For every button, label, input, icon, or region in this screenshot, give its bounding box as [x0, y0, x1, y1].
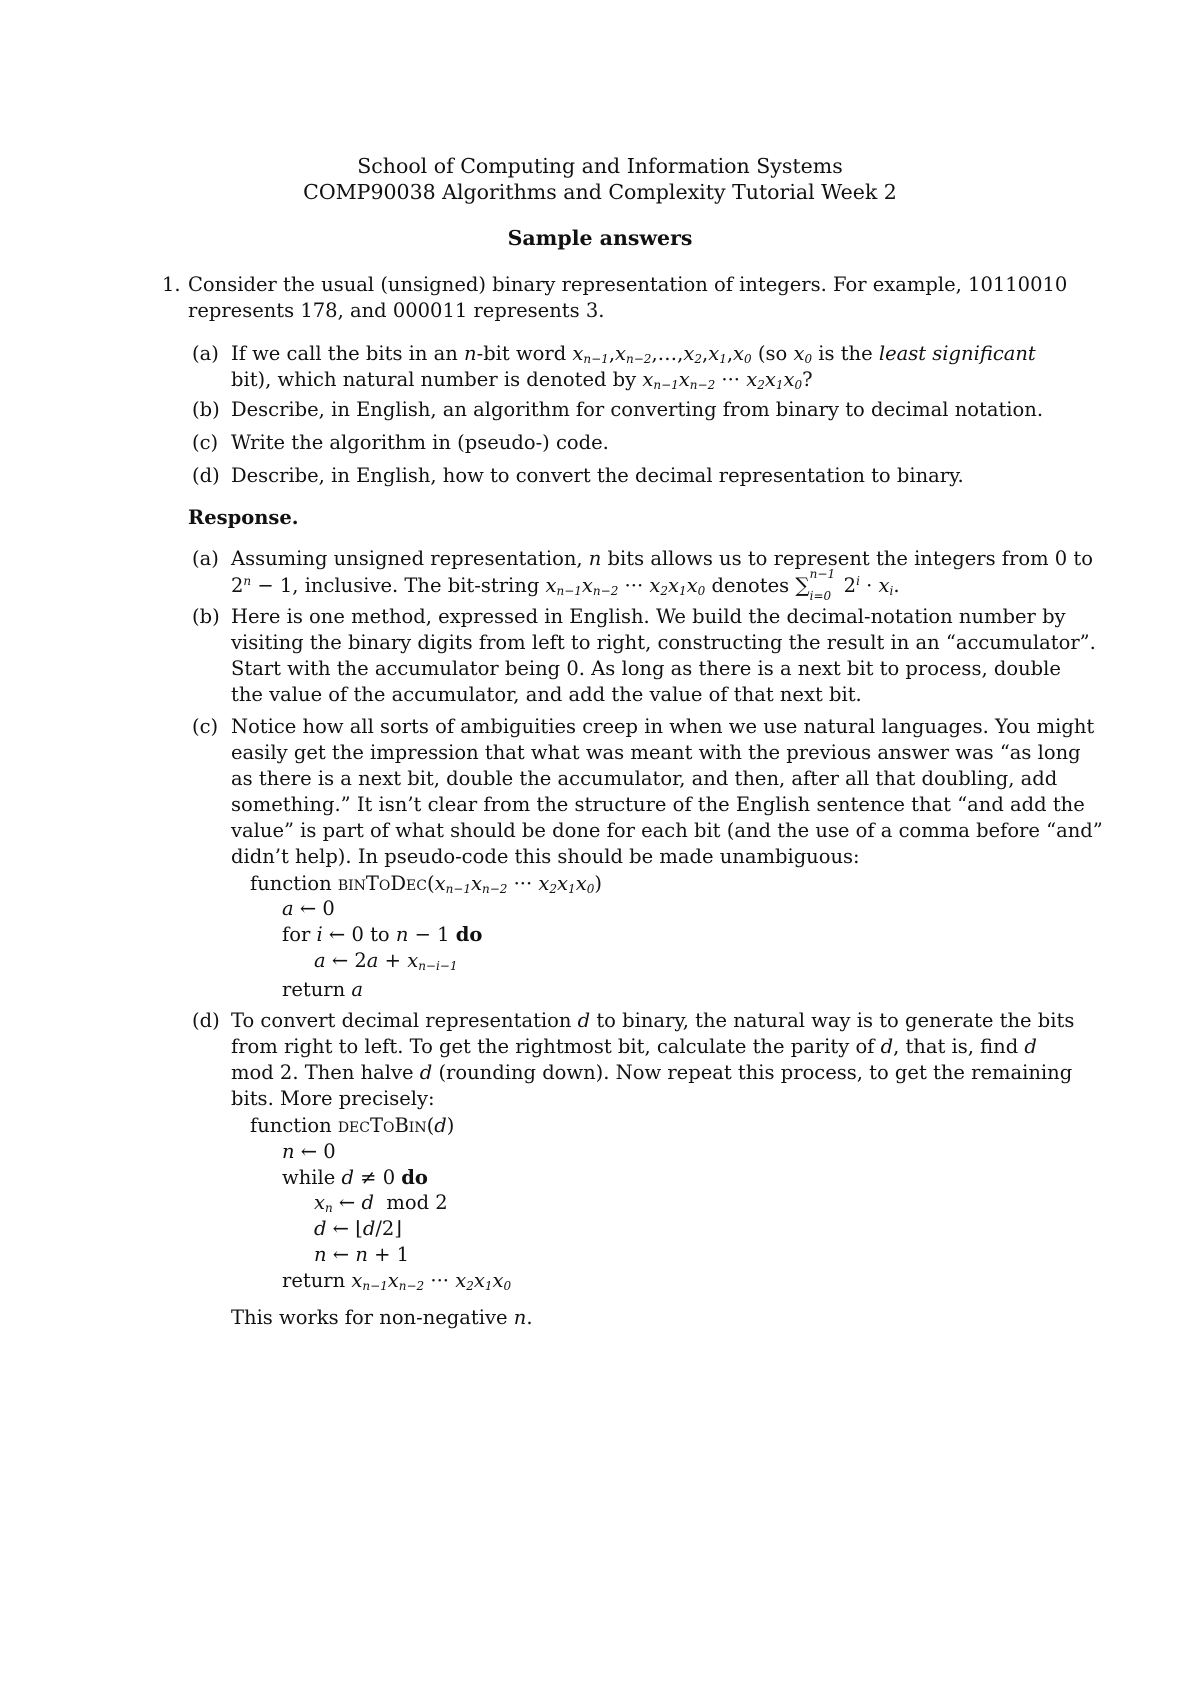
sum-symbol: ∑: [795, 573, 810, 597]
code-line: $x_n$ ← d mod 2: [314, 1191, 448, 1215]
response-b-line-4: the value of the accumulator, and add the value of that next bit.: [231, 683, 862, 706]
school-name: School of Computing and Information Systems: [357, 154, 843, 178]
response-c-line-6: didn’t help). In pseudo-code this should be made unambiguous:: [231, 845, 860, 868]
code-line: return a: [282, 978, 363, 1001]
closing-note: This works for non-negative n.: [231, 1306, 533, 1329]
question-b-label: (b): [192, 398, 220, 421]
code-line: function decToBin(d): [250, 1114, 455, 1137]
code-line: return $x_{n-1}x_{n-2}$ ··· $x_2x_1x_0$: [282, 1269, 512, 1293]
response-heading: Response.: [188, 506, 299, 529]
question-a-label: (a): [192, 342, 219, 365]
response-c-line-4: something.” It isn’t clear from the structure of the English sentence that “and add the: [231, 793, 1085, 816]
question-b-text: Describe, in English, an algorithm for converting from binary to decimal notation.: [231, 398, 1044, 421]
question-intro-line-2: represents 178, and 000011 represents 3.: [188, 299, 605, 322]
response-a-label: (a): [192, 547, 219, 570]
response-d-line-2: from right to left. To get the rightmost bit, calculate the parity of d, that is, find d: [231, 1035, 1037, 1058]
response-c-line-1: Notice how all sorts of ambiguities creep in when we use natural languages. You might: [231, 715, 1095, 738]
code-line: for i ← 0 to n − 1 do: [282, 923, 483, 946]
question-number: 1.: [162, 273, 181, 296]
code-line: n ← 0: [282, 1140, 336, 1163]
code-line: a ← $2a + x_{n-i-1}$: [314, 949, 458, 973]
response-c-line-5: value” is part of what should be done for each bit (and the use of a comma before “and”: [231, 819, 1103, 842]
response-c-line-3: as there is a next bit, double the accumulator, and then, after all that doubling, add: [231, 767, 1058, 790]
question-c-text: Write the algorithm in (pseudo-) code.: [231, 431, 609, 454]
response-b-label: (b): [192, 605, 220, 628]
response-c-line-2: easily get the impression that what was meant with the previous answer was “as long: [231, 741, 1081, 764]
response-b-line-3: Start with the accumulator being 0. As long as there is a next bit to process, double: [231, 657, 1061, 680]
question-c-label: (c): [192, 431, 219, 454]
response-d-label: (d): [192, 1009, 220, 1032]
question-intro-line-1: Consider the usual (unsigned) binary representation of integers. For example, 10110010: [188, 273, 1068, 296]
code-line: function $binToDec(x_{n-1}x_{n-2}$ ··· $x_2x_1x_0$): [250, 872, 602, 896]
code-line: while d ≠ 0 do: [282, 1166, 428, 1189]
question-a-line-2: bit), which natural number is denoted by $x_{n-1}x_{n-2}$ ··· $x_2x_1x_0$?: [231, 368, 813, 392]
page-subtitle: Sample answers: [507, 226, 693, 250]
response-a-line-1: Assuming unsigned representation, n bits allows us to represent the integers from 0 to: [231, 547, 1093, 570]
course-title: COMP90038 Algorithms and Complexity Tutorial Week 2: [303, 180, 897, 204]
response-b-line-1: Here is one method, expressed in English. We build the decimal-notation number by: [231, 605, 1066, 628]
response-c-label: (c): [192, 715, 219, 738]
response-d-line-3: mod 2. Then halve d (rounding down). Now repeat this process, to get the remaining: [231, 1061, 1073, 1084]
question-d-text: Describe, in English, how to convert the decimal representation to binary.: [231, 464, 964, 487]
response-d-line-4: bits. More precisely:: [231, 1087, 435, 1110]
response-b-line-2: visiting the binary digits from left to right, constructing the result in an “accumulator”.: [231, 631, 1096, 654]
code-line: d ← ⌊d/2⌋: [314, 1217, 402, 1240]
response-d-line-1: To convert decimal representation d to binary, the natural way is to generate the bits: [231, 1009, 1075, 1032]
code-line: a ← 0: [282, 897, 335, 920]
question-d-label: (d): [192, 464, 220, 487]
question-a-line-1: If we call the bits in an n-bit word $x_{n-1},x_{n-2},\dots,x_2,x_1,x_0$ (so $x_0$ is the least significant: [231, 342, 1036, 366]
code-line: n ← n + 1: [314, 1243, 410, 1266]
response-a-line-2: $2^n - 1$, inclusive. The bit-string $x_{n-1}x_{n-2}$ ··· $x_2x_1x_0$ denotes ∑ n−1 i=0 $2^i \cdot x_i$.: [231, 567, 900, 603]
